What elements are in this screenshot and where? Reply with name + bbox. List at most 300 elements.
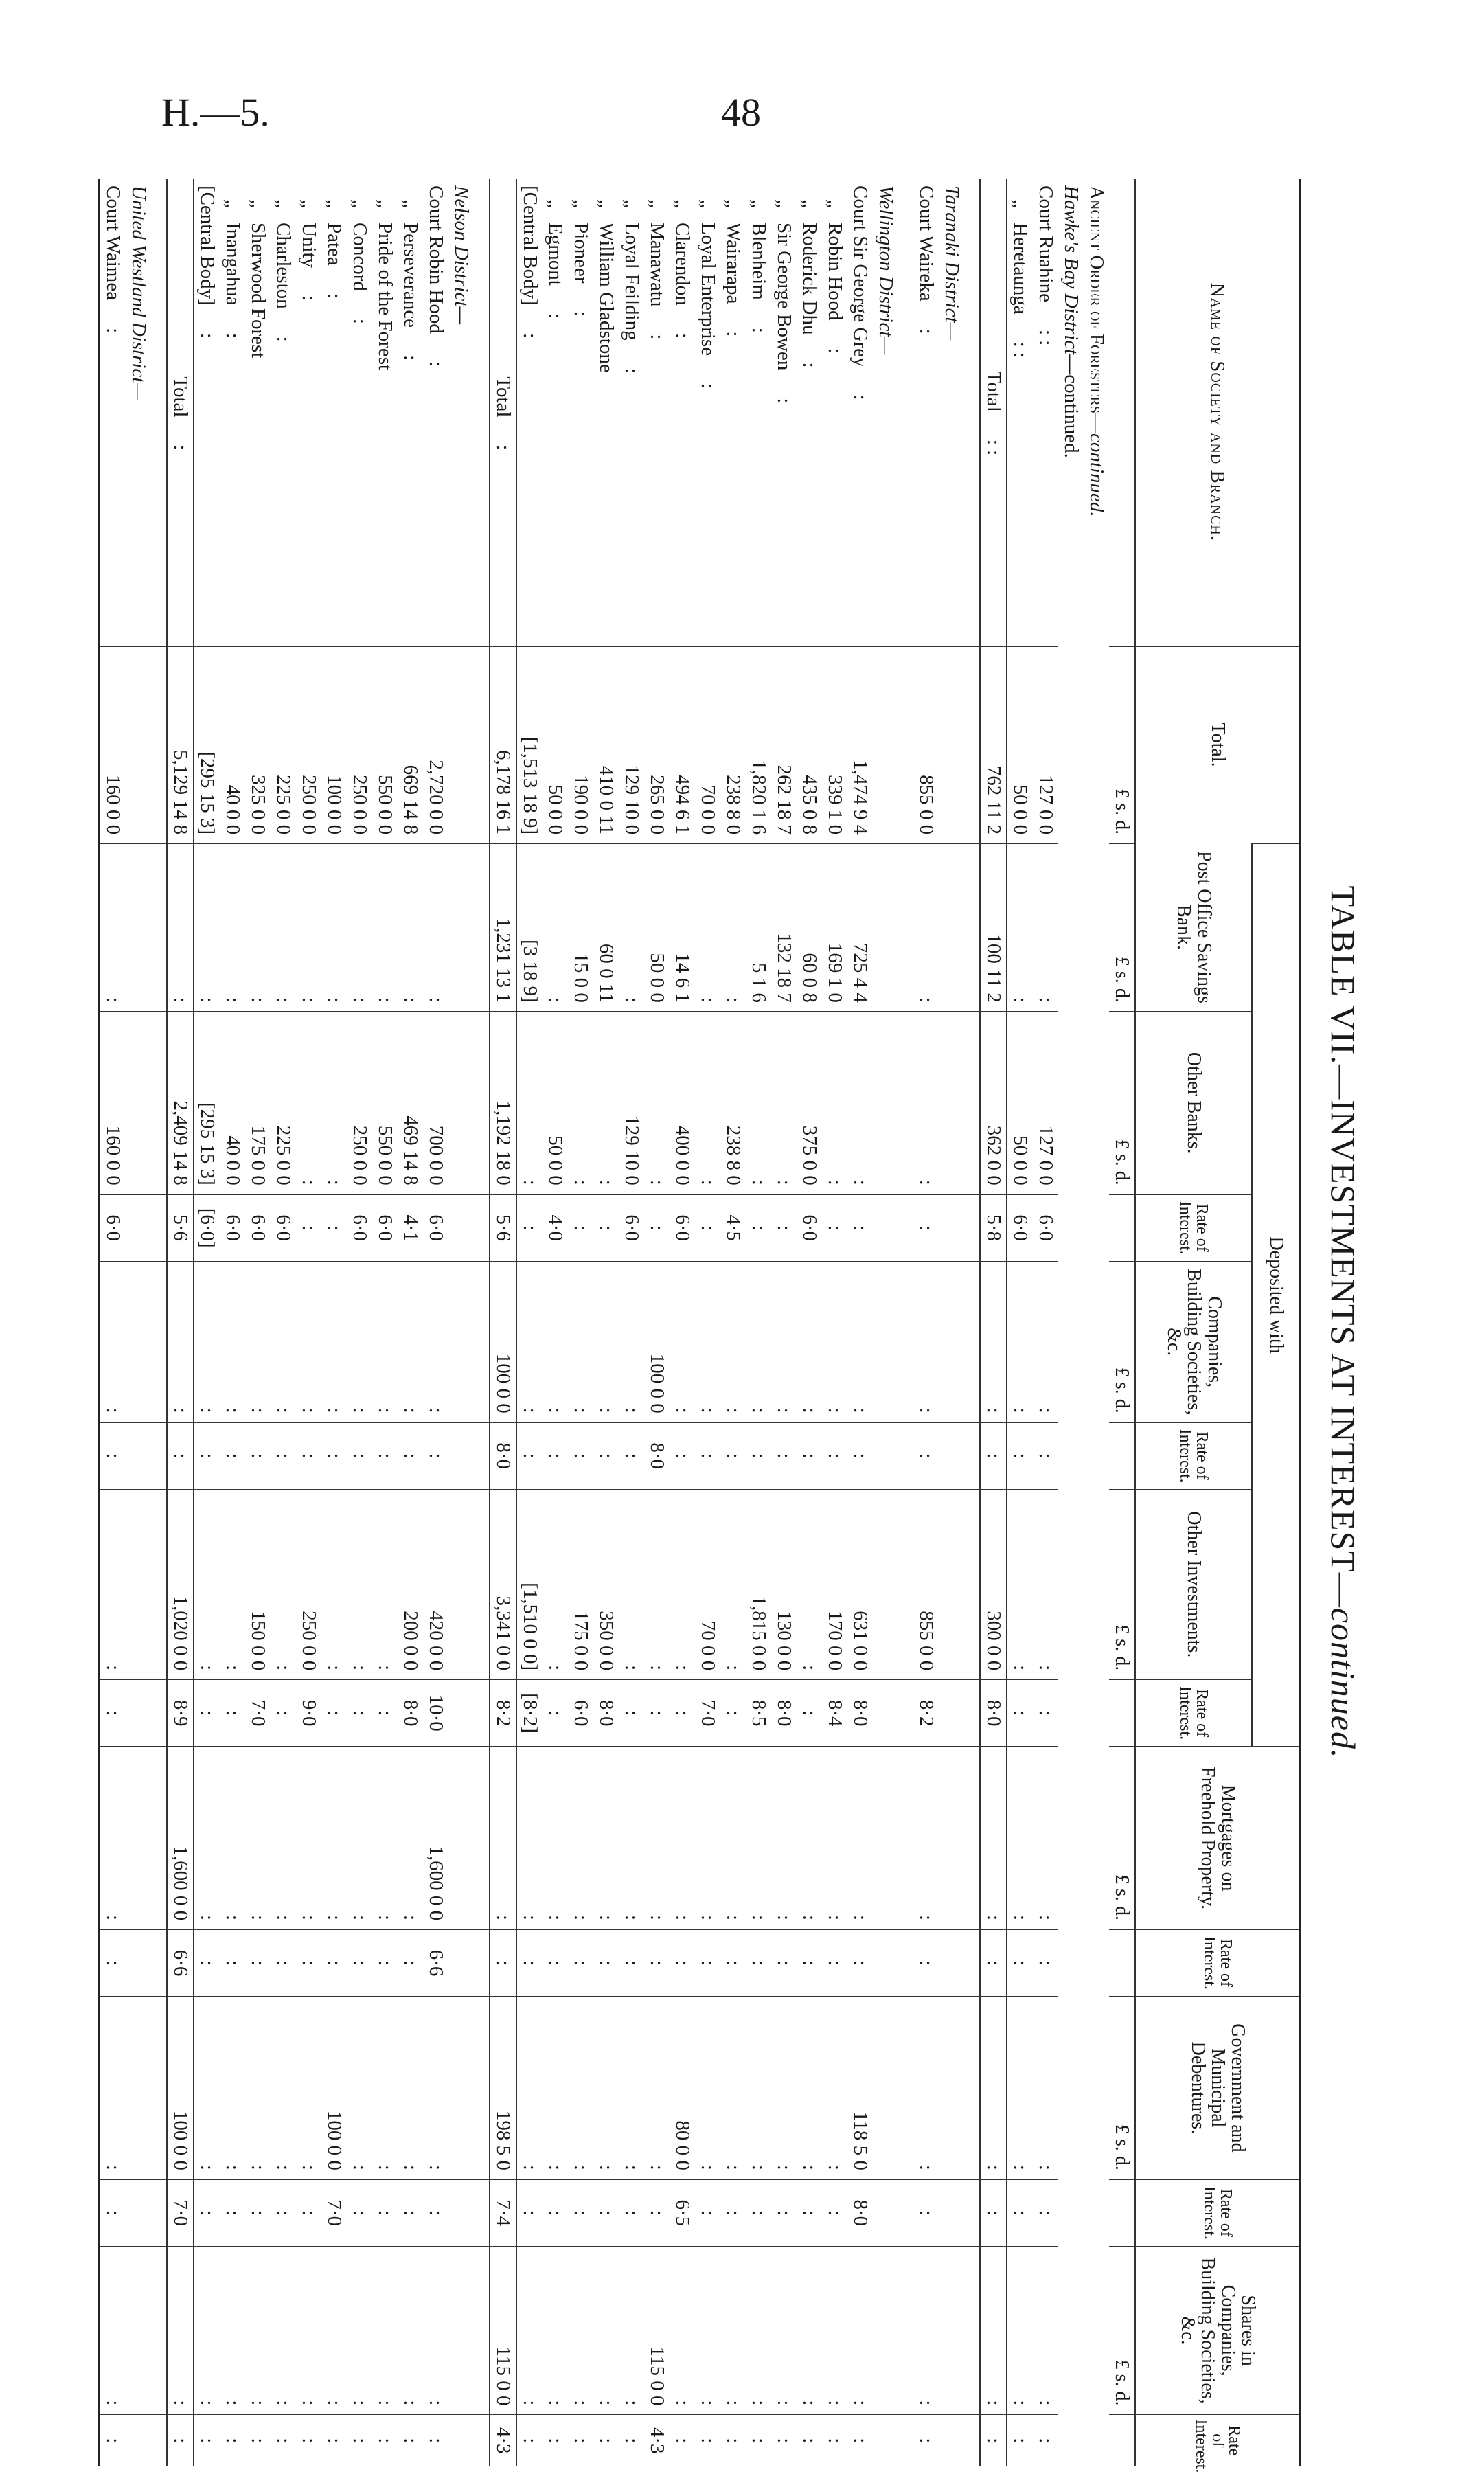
- ditto-mark: „: [247, 199, 270, 208]
- cell-rate-other-banks: :: [322, 1194, 347, 1262]
- cell-rate-other-investments: :: [823, 2414, 848, 2466]
- cell-total: 190 0 0: [569, 646, 594, 843]
- cell-other-investments: :: [594, 2247, 619, 2415]
- cell-rate-mortgages: 7·0: [246, 1679, 271, 1747]
- cell-post-office: :: [168, 843, 194, 1012]
- cell-total: 70 0 0: [696, 646, 721, 843]
- cell-rate-government: :: [246, 1929, 271, 1997]
- cell-rate-government: :: [569, 1929, 594, 1997]
- ditto-mark: „: [595, 199, 618, 208]
- table-row: [297, 179, 322, 2466]
- cell-rate-government: :: [398, 1929, 424, 1997]
- spacer-cell: [152, 1997, 168, 2179]
- cell-rate-other-investments: :: [670, 2414, 696, 2466]
- cell-government: :: [271, 1747, 297, 1929]
- spacer-cell: [475, 1679, 490, 1747]
- cell-companies: :: [297, 1262, 322, 1422]
- cell-rate-other-banks: :: [823, 1194, 848, 1262]
- cell-rate-other-investments: :: [696, 2414, 721, 2466]
- branch-name-cell: [914, 179, 939, 646]
- cell-total: 2,720 0 0: [424, 646, 449, 843]
- cell-rate-other-banks: 5·6: [490, 1194, 517, 1262]
- branch-name-cell: [347, 179, 373, 646]
- cell-total: 762 11 2: [981, 646, 1007, 843]
- cell-rate-other-investments: :: [322, 2414, 347, 2466]
- cell-mortgages: :: [1007, 1490, 1034, 1680]
- cell-rate-shares: :: [100, 2179, 126, 2247]
- cell-rate-companies: :: [271, 1422, 297, 1490]
- cell-rate-government: :: [271, 1929, 297, 1997]
- cell-other-banks: 40 0 0: [220, 1012, 246, 1194]
- cell-rate-other-investments: :: [424, 2414, 449, 2466]
- cell-shares: 100 0 0: [322, 1997, 347, 2179]
- cell-rate-companies: :: [543, 1422, 569, 1490]
- cell-government: :: [1007, 1747, 1034, 1929]
- spacer-cell: [475, 1929, 490, 1997]
- header-government: Government and Municipal Debentures.: [1136, 1997, 1301, 2179]
- branch-name: Charleston: [273, 223, 295, 309]
- branch-name: Court Waireka: [915, 185, 938, 302]
- cell-rate-mortgages: :: [322, 1679, 347, 1747]
- cell-companies: :: [220, 1262, 246, 1422]
- empty-cell: [126, 1422, 152, 1490]
- cell-total: 494 6 1: [670, 646, 696, 843]
- cell-rate-shares: :: [772, 2179, 797, 2247]
- cell-rate-shares: :: [194, 2179, 220, 2247]
- leader-dots: :: [170, 444, 192, 451]
- cell-companies: :: [670, 1262, 696, 1422]
- page-number: 48: [721, 90, 761, 135]
- cell-rate-other-banks: :: [746, 1194, 772, 1262]
- spacer-cell: [965, 1747, 981, 1929]
- cell-rate-shares: :: [696, 2179, 721, 2247]
- spacer-cell: [899, 2247, 914, 2415]
- cell-rate-government: :: [797, 1929, 823, 1997]
- cell-total: [295 15 3]: [194, 646, 220, 843]
- empty-cell: [126, 2247, 152, 2415]
- cell-rate-mortgages: 8·4: [823, 1679, 848, 1747]
- cell-rate-government: :: [373, 1929, 398, 1997]
- cell-other-banks: 250 0 0: [347, 1012, 373, 1194]
- cell-total: 6,178 16 1: [490, 646, 517, 843]
- empty-cell: [939, 1679, 965, 1747]
- spacer-cell: [475, 1997, 490, 2179]
- cell-post-office: 50 0 0: [645, 843, 670, 1012]
- cell-total: 550 0 0: [373, 646, 398, 843]
- cell-other-banks: :: [645, 1012, 670, 1194]
- cell-rate-other-investments: :: [168, 2414, 194, 2466]
- spacer-cell: [965, 1679, 981, 1747]
- cell-rate-shares: :: [1007, 2179, 1034, 2247]
- cell-rate-companies: 8·0: [645, 1422, 670, 1490]
- branch-name-cell: [271, 179, 297, 646]
- spacer-cell: [152, 843, 168, 1012]
- spacer-cell: [965, 2414, 981, 2466]
- spacer-cell: [899, 2179, 914, 2247]
- total-label: Total: [170, 376, 192, 418]
- empty-cell: [126, 646, 152, 843]
- table-row: [696, 179, 721, 2466]
- cell-other-investments: :: [373, 2247, 398, 2415]
- leader-dots: :: [748, 327, 770, 333]
- cell-rate-mortgages: :: [271, 1679, 297, 1747]
- district-heading-row: [126, 179, 152, 2466]
- branch-name: Loyal Feilding: [621, 223, 643, 341]
- cell-rate-other-investments: :: [543, 2414, 569, 2466]
- cell-rate-shares: :: [373, 2179, 398, 2247]
- cell-mortgages: :: [322, 1490, 347, 1680]
- empty-cell: [874, 2179, 899, 2247]
- order-continued: continued.: [1086, 433, 1108, 517]
- cell-other-investments: 115 0 0: [645, 2247, 670, 2415]
- cell-government: :: [322, 1747, 347, 1929]
- cell-rate-mortgages: 8·0: [772, 1679, 797, 1747]
- branch-name: Egmont: [545, 223, 567, 286]
- spacer-cell: [899, 843, 914, 1012]
- empty-cell: [874, 2247, 899, 2415]
- cell-mortgages: 250 0 0: [297, 1490, 322, 1680]
- total-row: [168, 179, 194, 2466]
- cell-rate-shares: :: [347, 2179, 373, 2247]
- cell-post-office: 169 1 0: [823, 843, 848, 1012]
- branch-name-cell: [848, 179, 874, 646]
- empty-cell: [874, 1012, 899, 1194]
- empty-cell: [939, 2179, 965, 2247]
- cell-mortgages: :: [645, 1490, 670, 1680]
- cell-rate-companies: :: [517, 1422, 543, 1490]
- cell-total: 1,474 9 4: [848, 646, 874, 843]
- leader-dots: :: [621, 367, 643, 374]
- empty-cell: [449, 1012, 475, 1194]
- cell-shares: :: [194, 1997, 220, 2179]
- cell-mortgages: :: [670, 1490, 696, 1680]
- cell-other-investments: :: [914, 2247, 939, 2415]
- header-rate-mortgages: Rate of Interest.: [1136, 1929, 1301, 1997]
- cell-post-office: 132 18 7: [772, 843, 797, 1012]
- header-rate-companies: Rate of Interest.: [1136, 1422, 1253, 1490]
- cell-other-investments: :: [220, 2247, 246, 2415]
- cell-other-investments: :: [848, 2247, 874, 2415]
- leader-dots: :: [824, 348, 847, 354]
- spacer-cell: [475, 179, 490, 646]
- branch-name-cell: [721, 179, 746, 646]
- cell-other-investments: :: [1034, 2247, 1059, 2415]
- empty-cell: [939, 2414, 965, 2466]
- cell-rate-government: :: [981, 1929, 1007, 1997]
- cell-government: :: [220, 1747, 246, 1929]
- leader-dots: :: [519, 332, 542, 339]
- branch-name: Unity: [298, 223, 321, 269]
- cell-rate-other-investments: :: [569, 2414, 594, 2466]
- cell-rate-government: :: [543, 1929, 569, 1997]
- district-heading-row: [939, 179, 965, 2466]
- cell-other-banks: :: [569, 1012, 594, 1194]
- cell-other-investments: :: [619, 2247, 645, 2415]
- branch-name: Blenheim: [748, 223, 770, 300]
- header-other-banks: Other Banks.: [1136, 1012, 1253, 1194]
- cell-post-office: :: [271, 843, 297, 1012]
- cell-rate-companies: :: [322, 1422, 347, 1490]
- cell-other-investments: :: [1007, 2247, 1034, 2415]
- cell-rate-mortgages: 8·9: [168, 1679, 194, 1747]
- cell-rate-companies: :: [297, 1422, 322, 1490]
- empty-cell: [939, 1997, 965, 2179]
- cell-total: 339 1 0: [823, 646, 848, 843]
- cell-rate-other-banks: 4·5: [721, 1194, 746, 1262]
- header-rate-other-banks: Rate of Interest.: [1136, 1194, 1253, 1262]
- cell-rate-shares: :: [271, 2179, 297, 2247]
- cell-government: :: [543, 1747, 569, 1929]
- units-other-investments: £ s. d.: [1110, 2247, 1136, 2415]
- spacer-cell: [899, 1747, 914, 1929]
- empty-cell: [449, 2179, 475, 2247]
- spacer-cell: [899, 646, 914, 843]
- cell-other-investments: :: [194, 2247, 220, 2415]
- branch-name-cell: [619, 179, 645, 646]
- cell-rate-other-investments: :: [848, 2414, 874, 2466]
- cell-other-banks: 400 0 0: [670, 1012, 696, 1194]
- cell-rate-other-investments: 4·3: [490, 2414, 517, 2466]
- district-heading: [449, 179, 475, 646]
- cell-rate-shares: :: [569, 2179, 594, 2247]
- cell-rate-other-banks: 5·8: [981, 1194, 1007, 1262]
- cell-rate-shares: :: [797, 2179, 823, 2247]
- branch-name: Manawatu: [646, 223, 669, 307]
- cell-rate-other-investments: :: [297, 2414, 322, 2466]
- cell-government: :: [297, 1747, 322, 1929]
- empty-cell: [939, 1422, 965, 1490]
- cell-shares: :: [543, 1997, 569, 2179]
- cell-rate-shares: :: [721, 2179, 746, 2247]
- cell-mortgages: :: [194, 1490, 220, 1680]
- cell-post-office: :: [297, 843, 322, 1012]
- table-row: [619, 179, 645, 2466]
- empty-cell: [449, 1490, 475, 1680]
- cell-rate-government: :: [490, 1929, 517, 1997]
- cell-rate-mortgages: :: [645, 1679, 670, 1747]
- total-label: Total: [983, 371, 1005, 412]
- cell-shares: :: [914, 1997, 939, 2179]
- cell-rate-government: 6·6: [168, 1929, 194, 1997]
- cell-rate-companies: :: [100, 1422, 126, 1490]
- cell-rate-shares: 6·5: [670, 2179, 696, 2247]
- cell-rate-shares: :: [398, 2179, 424, 2247]
- table-row: [645, 179, 670, 2466]
- spacer-row: [899, 179, 914, 2466]
- cell-companies: :: [569, 1262, 594, 1422]
- cell-rate-other-banks: 6·0: [246, 1194, 271, 1262]
- header-other-investments: Other Investments.: [1136, 1490, 1253, 1680]
- cell-rate-other-investments: :: [981, 2414, 1007, 2466]
- empty-cell: [126, 1194, 152, 1262]
- cell-companies: :: [619, 1262, 645, 1422]
- leader-dots: :: [298, 295, 321, 302]
- branch-name-cell: [220, 179, 246, 646]
- spacer-row: [152, 179, 168, 2466]
- cell-companies: :: [194, 1262, 220, 1422]
- cell-post-office: :: [1034, 843, 1059, 1012]
- cell-rate-government: :: [670, 1929, 696, 1997]
- cell-mortgages: :: [797, 1490, 823, 1680]
- branch-name-cell: [1034, 179, 1059, 646]
- spacer-cell: [899, 1194, 914, 1262]
- rotated-table-area: [102, 179, 1363, 2473]
- cell-government: :: [347, 1747, 373, 1929]
- district-heading: [939, 179, 965, 646]
- spacer-cell: [899, 1679, 914, 1747]
- spacer-cell: [475, 1262, 490, 1422]
- ditto-mark: „: [824, 199, 847, 208]
- cell-other-banks: 362 0 0: [981, 1012, 1007, 1194]
- cell-total: 435 0 8: [797, 646, 823, 843]
- cell-rate-mortgages: :: [721, 1679, 746, 1747]
- cell-total: 325 0 0: [246, 646, 271, 843]
- leader-dots: : :: [983, 439, 1005, 456]
- empty-cell: [874, 2414, 899, 2466]
- cell-rate-government: :: [220, 1929, 246, 1997]
- cell-other-investments: :: [746, 2247, 772, 2415]
- spacer-cell: [152, 179, 168, 646]
- cell-rate-companies: :: [569, 1422, 594, 1490]
- ditto-mark: „: [722, 199, 745, 208]
- ditto-mark: „: [400, 199, 422, 208]
- empty-cell: [874, 1262, 899, 1422]
- cell-shares: :: [1007, 1997, 1034, 2179]
- cell-shares: :: [797, 1997, 823, 2179]
- header-rate-shares: Rate of Interest.: [1136, 2414, 1301, 2466]
- cell-mortgages: 1,815 0 0: [746, 1490, 772, 1680]
- table-row: [797, 179, 823, 2466]
- cell-rate-shares: :: [746, 2179, 772, 2247]
- spacer-cell: [152, 2247, 168, 2415]
- cell-rate-shares: :: [914, 2179, 939, 2247]
- cell-total: 250 0 0: [347, 646, 373, 843]
- cell-rate-other-investments: :: [271, 2414, 297, 2466]
- cell-mortgages: :: [1034, 1490, 1059, 1680]
- cell-rate-shares: :: [594, 2179, 619, 2247]
- cell-rate-companies: 8·0: [490, 1422, 517, 1490]
- cell-rate-other-investments: :: [772, 2414, 797, 2466]
- ditto-mark: „: [349, 199, 372, 208]
- cell-other-investments: :: [271, 2247, 297, 2415]
- cell-rate-companies: :: [424, 1422, 449, 1490]
- cell-rate-shares: 7·0: [168, 2179, 194, 2247]
- spacer-cell: [899, 1997, 914, 2179]
- branch-name-cell: [194, 179, 220, 646]
- cell-shares: 100 0 0: [168, 1997, 194, 2179]
- empty-cell: [939, 1012, 965, 1194]
- cell-mortgages: 855 0 0: [914, 1490, 939, 1680]
- district-continued: —continued.: [1060, 354, 1083, 458]
- district-name: Hawke's Bay District: [1060, 185, 1083, 355]
- cell-other-banks: :: [297, 1012, 322, 1194]
- spacer-cell: [475, 2414, 490, 2466]
- cell-rate-mortgages: :: [797, 1679, 823, 1747]
- cell-mortgages: 70 0 0: [696, 1490, 721, 1680]
- cell-total: 1,820 1 6: [746, 646, 772, 843]
- cell-shares: :: [696, 1997, 721, 2179]
- cell-companies: :: [373, 1262, 398, 1422]
- cell-rate-other-banks: 6·0: [670, 1194, 696, 1262]
- district-name: Wellington District—: [875, 185, 898, 355]
- total-row: [981, 179, 1007, 2466]
- cell-mortgages: 175 0 0: [569, 1490, 594, 1680]
- cell-rate-companies: :: [194, 1422, 220, 1490]
- cell-other-banks: 160 0 0: [100, 1012, 126, 1194]
- cell-rate-government: 6·6: [424, 1929, 449, 1997]
- cell-other-investments: :: [670, 2247, 696, 2415]
- cell-rate-companies: :: [373, 1422, 398, 1490]
- ditto-mark: „: [773, 199, 796, 208]
- cell-other-investments: 115 0 0: [490, 2247, 517, 2415]
- cell-rate-mortgages: 8·0: [398, 1679, 424, 1747]
- cell-rate-mortgages: :: [543, 1679, 569, 1747]
- empty-cell: [874, 1929, 899, 1997]
- cell-post-office: :: [220, 843, 246, 1012]
- cell-rate-companies: :: [1007, 1422, 1034, 1490]
- ditto-mark: „: [298, 199, 321, 208]
- spacer-cell: [965, 1929, 981, 1997]
- units-mortgages: £ s. d.: [1110, 1490, 1136, 1680]
- cell-other-investments: :: [168, 2247, 194, 2415]
- spacer-cell: [152, 1747, 168, 1929]
- cell-rate-mortgages: 10·0: [424, 1679, 449, 1747]
- cell-rate-shares: :: [645, 2179, 670, 2247]
- header-mortgages: Mortgages on Freehold Property.: [1136, 1747, 1301, 1929]
- branch-name: Wairarapa: [722, 223, 745, 304]
- district-heading-row: [874, 179, 899, 2466]
- cell-rate-other-investments: :: [914, 2414, 939, 2466]
- cell-other-banks: 175 0 0: [246, 1012, 271, 1194]
- branch-name: Concord: [349, 223, 372, 291]
- cell-shares: 80 0 0: [670, 1997, 696, 2179]
- empty-cell: [126, 2414, 152, 2466]
- cell-mortgages: :: [100, 1490, 126, 1680]
- cell-post-office: :: [347, 843, 373, 1012]
- cell-rate-other-banks: 4·1: [398, 1194, 424, 1262]
- ditto-mark: „: [273, 199, 295, 208]
- branch-name-cell: [297, 179, 322, 646]
- cell-other-investments: :: [424, 2247, 449, 2415]
- cell-rate-mortgages: 8·0: [594, 1679, 619, 1747]
- spacer-cell: [965, 646, 981, 843]
- district-heading-row: [1059, 179, 1084, 2466]
- cell-other-banks: :: [594, 1012, 619, 1194]
- cell-rate-mortgages: :: [1007, 1679, 1034, 1747]
- cell-rate-mortgages: :: [100, 1679, 126, 1747]
- cell-other-banks: 375 0 0: [797, 1012, 823, 1194]
- cell-shares: :: [220, 1997, 246, 2179]
- branch-name: Sir George Bowen: [773, 223, 796, 371]
- cell-rate-other-banks: 6·0: [619, 1194, 645, 1262]
- cell-rate-shares: :: [517, 2179, 543, 2247]
- cell-government: :: [594, 1747, 619, 1929]
- branch-name: Patea: [323, 223, 346, 266]
- cell-total: 129 10 0: [619, 646, 645, 843]
- cell-other-investments: :: [772, 2247, 797, 2415]
- cell-post-office: 5 1 6: [746, 843, 772, 1012]
- cell-government: :: [246, 1747, 271, 1929]
- cell-rate-mortgages: 8·2: [914, 1679, 939, 1747]
- table-body: [100, 179, 1136, 2466]
- cell-post-office: :: [1007, 843, 1034, 1012]
- cell-shares: :: [746, 1997, 772, 2179]
- spacer-cell: [965, 179, 981, 646]
- spacer-row: [475, 179, 490, 2466]
- empty-cell: [939, 1929, 965, 1997]
- spacer-cell: [475, 1422, 490, 1490]
- branch-name: William Gladstone: [595, 223, 618, 373]
